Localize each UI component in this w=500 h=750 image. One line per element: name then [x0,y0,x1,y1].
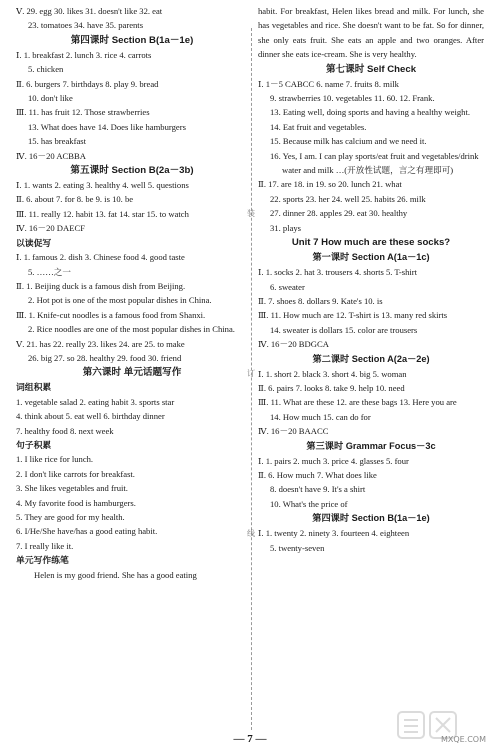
right-heading: 第二课时 Section A(2a－2e) [312,353,430,364]
left-line: 10. don't like [28,93,73,104]
left-line: 5. They are good for my health. [16,512,125,522]
left-column [16,4,248,582]
left-line: 15. has breakfast [28,136,86,147]
right-line: Ⅱ. 6. How much 7. What does like [258,469,377,480]
left-line: 6. I/He/She have/has a good eating habit. [16,526,158,537]
right-heading: 第三课时 Grammar Focus－3c [306,440,436,451]
page-number: — 7 — [233,733,267,745]
right-line: Ⅱ. 7. shoes 8. dollars 9. Kate's 10. is [258,295,383,306]
right-heading: 第四课时 Section B(1a－1e) [312,513,430,524]
left-category: 以读促写 [16,237,52,248]
left-line: Ⅲ. 11. has fruit 12. Those strawberries [16,107,150,118]
right-heading: 第七课时 Self Check [325,63,417,75]
left-line: Ⅲ. 1. Knife-cut noodles is a famous food from Shanxi. [16,309,206,320]
left-heading: 第四课时 Section B(1a－1e) [70,34,194,46]
left-line: 4. think about 5. eat well 6. birthday dinner [16,411,165,422]
left-line: 23. tomatoes 34. have 35. parents [28,20,144,31]
margin-mark: 订 [247,369,255,378]
left-line: Ⅱ. 1. Beijing duck is a famous dish from Beijing. [16,280,186,291]
right-line: Ⅲ. 11. How much are 12. T-shirt is 13. many red skirts [258,310,448,321]
left-line: Ⅱ. 6. burgers 7. birthdays 8. play 9. bread [16,78,159,89]
right-line: Ⅲ. 11. What are these 12. are these bags 13. Here you are [258,397,457,408]
right-line: Ⅰ. 1. socks 2. hat 3. trousers 4. shorts 5. T-shirt [258,267,418,278]
left-line: 2. I don't like carrots for breakfast. [16,468,135,479]
left-line: 26. big 27. so 28. healthy 29. food 30. friend [28,352,182,363]
left-line: Ⅴ. 29. egg 30. likes 31. doesn't like 32. eat [16,6,163,16]
left-line: Helen is my good friend. She has a good eating [34,569,197,580]
right-heading: 第一课时 Section A(1a－1c) [312,252,430,263]
left-line: 1. I like rice for lunch. [16,454,94,465]
watermark-text: MXQE.COM [440,735,486,744]
right-line: Ⅳ. 16－20 BDGCA [258,339,329,350]
right-line: 10. What's the price of [270,498,348,509]
right-heading: Unit 7 How much are these socks? [291,237,451,249]
right-line: Ⅱ. 6. pairs 7. looks 8. take 9. help 10. need [258,382,405,393]
right-heading: 16. Yes, I am. I can play sports/eat fruit and vegetables/drink water and milk …(开放性试题，言之有理即可) [270,150,479,176]
left-heading: 2. Rice noodles are one of the most popular dishes in China. [28,324,235,335]
left-line: 13. What does have 14. Does like hamburgers [28,121,186,132]
left-line: Ⅰ. 1. wants 2. eating 3. healthy 4. well 5. questions [16,180,189,191]
right-line: Ⅳ. 16－20 BAACC [258,426,329,437]
right-line: habit. For breakfast, Helen likes bread and milk. For lunch, she has vegetables and rice. She doesn't want to be fat. So for dinner, she only eats fruit. She eats an apple and two oranges. After dinner she eats ice-cream. She is very healthy. [258,6,484,60]
left-line: 1. vegetable salad 2. eating habit 3. sports star [16,396,175,407]
right-line: Ⅰ. 1. pairs 2. much 3. price 4. glasses 5. four [258,455,409,466]
right-line: 27. dinner 28. apples 29. eat 30. healthy [270,208,408,219]
margin-mark: 线 [247,529,255,538]
right-line: 14. How much 15. can do for [270,411,371,422]
left-line: Ⅴ. 21. has 22. really 23. likes 24. are 25. to make [16,338,185,349]
left-line: Ⅰ. 1. breakfast 2. lunch 3. rice 4. carrots [16,49,152,60]
right-line: 9. strawberries 10. vegetables 11. 60. 12. Frank. [270,93,435,104]
left-line: Ⅲ. 11. really 12. habit 13. fat 14. star 15. to watch [16,208,189,219]
left-line: 4. My favorite food is hamburgers. [16,497,136,508]
right-line: 31. plays [270,222,302,233]
left-line: Ⅰ. 1. famous 2. dish 3. Chinese food 4. good taste [16,252,185,263]
left-line: 5. ……之一 [28,266,71,277]
right-line: 8. doesn't have 9. It's a shirt [270,484,366,495]
right-column [258,4,484,555]
right-line: Ⅰ. 1. short 2. black 3. short 4. big 5. woman [258,368,407,379]
right-line: Ⅱ. 17. are 18. in 19. so 20. lunch 21. what [258,179,402,190]
left-line: Ⅳ. 16－20 DAECF [16,223,85,234]
margin-mark: 装 [247,209,255,218]
left-line: 2. Hot pot is one of the most popular dishes in China. [28,295,212,306]
right-line: Ⅰ. 1. twenty 2. ninety 3. fourteen 4. eighteen [258,528,410,539]
left-line: Ⅱ. 6. about 7. for 8. be 9. is 10. be [16,194,134,205]
left-category: 词组积累 [16,382,52,393]
right-line: 6. sweater [270,281,305,292]
right-line: 14. sweater is dollars 15. color are trousers [270,324,418,335]
right-heading: 13. Eating well, doing sports and having a healthy weight. [270,107,471,118]
left-line: 7. healthy food 8. next week [16,425,114,436]
right-line: 14. Eat fruit and vegetables. [270,121,367,132]
right-line: 5. twenty-seven [270,542,325,553]
right-line: Ⅰ. 1－5 CABCC 6. name 7. fruits 8. milk [258,78,399,89]
left-line: 7. I really like it. [16,540,74,551]
left-line: Ⅳ. 16－20 ACBBA [16,150,86,161]
column-divider [247,28,255,730]
right-line: 22. sports 23. her 24. well 25. habits 26. milk [270,193,426,204]
left-line: 5. chicken [28,64,64,75]
left-heading: 第五课时 Section B(2a－3b) [70,165,194,177]
left-category: 句子积累 [16,439,52,450]
left-line: 3. She likes vegetables and fruit. [16,483,128,494]
left-heading: 第六课时 单元话题写作 [82,367,182,379]
right-line: 15. Because milk has calcium and we need it. [270,136,427,147]
left-category: 单元写作练笔 [16,555,69,566]
